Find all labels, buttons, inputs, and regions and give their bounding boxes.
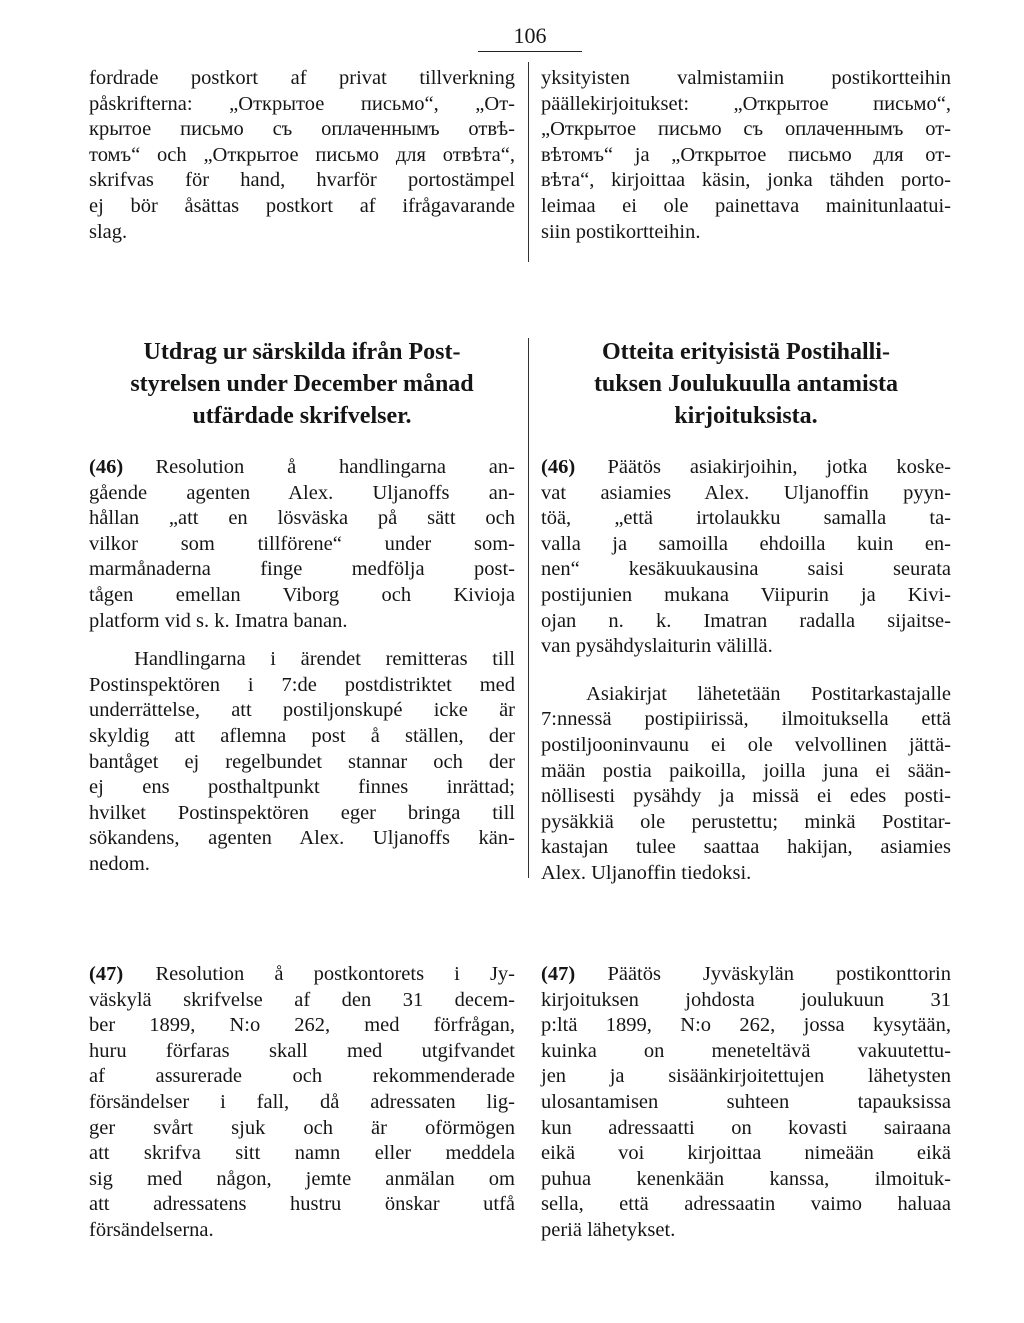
text-line: hållan „att en lösväska på sätt och [89, 507, 515, 530]
text-line: Handlingarna i ärendet remitteras till [134, 648, 515, 671]
text-line: sökandens, agenten Alex. Uljanoffs kän- [89, 827, 515, 850]
text-line: van pysähdyslaiturin välillä. [541, 635, 773, 658]
top-paragraph-swedish [89, 66, 515, 245]
text-line: ej bör åsättas postkort af ifrågavarande [89, 194, 515, 217]
text-line: huru förfaras skall med utgifvandet [89, 1039, 515, 1062]
text-line: kuinka on meneteltävä vakuutettu- [541, 1039, 951, 1062]
heading-line: kirjoituksista. [674, 403, 818, 429]
text-line: försändelserna. [89, 1218, 214, 1241]
text-line: försändelser i fall, då adressaten lig- [89, 1090, 515, 1113]
text-line: ej ens posthaltpunkt finnes inrättad; [89, 776, 515, 799]
column-divider [528, 338, 529, 878]
text-line: kun adressaatti on kovasti sairaana [541, 1116, 951, 1139]
text-line: nedom. [89, 852, 150, 875]
text-line: Päätös asiakirjoihin, jotka koske- [607, 456, 951, 478]
text-line: puhua kenenkään kanssa, ilmoituk- [541, 1167, 951, 1190]
section-heading-swedish [89, 336, 515, 432]
text-line: bantåget ej regelbundet stannar och der [89, 750, 515, 773]
column-divider [528, 62, 529, 262]
text-line: slag. [89, 220, 128, 243]
text-line: hvilket Postinspektören eger bringa till [89, 801, 515, 824]
text-line: mään postia paikoilla, joilla juna ei sään- [541, 759, 951, 782]
text-line: jen ja sisäänkirjoitettujen lähetysten [541, 1065, 951, 1088]
entry-46-swedish-para2 [89, 647, 515, 877]
text-line: af assurerade och rekommenderade [89, 1065, 515, 1088]
text-line: ojan n. k. Imatran radalla sijaitse- [541, 609, 951, 632]
text-line: tågen emellan Viborg och Kivioja [89, 583, 515, 606]
heading-line: Utdrag ur särskilda ifrån Post- [143, 339, 461, 365]
text-line: Resolution å postkontorets i Jy- [155, 963, 515, 985]
heading-line: tuksen Joulukuulla antamista [593, 371, 899, 397]
text-line: pysäkkiä ole perustettu; minkä Postitar- [541, 810, 951, 833]
text-line: päällekirjoitukset: „Открытое письмо“, [541, 92, 951, 115]
text-line: påskrifterna: „Открытое письмо“, „От- [89, 92, 515, 115]
entry-number: (46) [541, 456, 576, 478]
entry-46-finnish-para2 [541, 682, 951, 887]
entry-46-swedish [89, 455, 515, 878]
text-line: periä lähetykset. [541, 1218, 676, 1241]
entry-number: (47) [89, 963, 124, 985]
text-line: vilkor som tillförene“ under som- [89, 532, 515, 555]
heading-line: utfärdade skrifvelser. [192, 403, 412, 429]
text-line: siin postikortteihin. [541, 220, 701, 243]
text-line: leimaa ei ole painettava mainitunlaatui- [541, 194, 951, 217]
text-line: postiljooninvaunu ei ole velvollinen jättä- [541, 733, 951, 756]
text-line: nöllisesti pysähdy ja missä ei edes posti- [541, 785, 951, 808]
text-line: вѣтомъ“ ja „Открытое письмо для от- [541, 143, 951, 166]
text-line: крытое письмо съ оплаченнымъ отвѣ- [89, 118, 515, 141]
text-line: postijunien mukana Viipurin ja Kivi- [541, 583, 951, 606]
text-line: kirjoituksen johdosta joulukuun 31 [541, 988, 951, 1011]
text-line: vat asiamies Alex. Uljanoffin pyyn- [541, 481, 951, 504]
text-line: valla ja samoilla ehdoilla kuin en- [541, 532, 951, 555]
page-number: 106 [478, 24, 582, 52]
text-line: ulosantamisen suhteen tapauksissa [541, 1090, 951, 1113]
text-line: eikä voi kirjoittaa nimeään eikä [541, 1142, 951, 1165]
text-line: att skrifva sitt namn eller meddela [89, 1142, 515, 1165]
text-line: Päätös Jyväskylän postikonttorin [607, 963, 951, 985]
text-line: skrifvas för hand, hvarför portostämpel [89, 169, 515, 192]
section-heading-finnish [541, 336, 951, 432]
text-line: fordrade postkort af privat tillverkning [89, 67, 515, 89]
text-line: yksityisten valmistamiin postikortteihin [541, 67, 951, 89]
text-line: Alex. Uljanoffin tiedoksi. [541, 861, 752, 884]
heading-line: styrelsen under December månad [130, 371, 474, 397]
text-line: ger svårt sjuk och är oförmögen [89, 1116, 515, 1139]
text-line: 7:nnessä postipiirissä, ilmoituksella että [541, 708, 951, 731]
text-line: underrättelse, att postiljonskupé icke är [89, 699, 515, 722]
text-line: nen“ kesäkuukausina saisi seurata [541, 558, 951, 581]
top-paragraph-finnish [541, 66, 951, 245]
text-line: sella, että adressaatin vaimo haluaa [541, 1193, 951, 1216]
text-line: ber 1899, N:o 262, med förfrågan, [89, 1014, 515, 1037]
text-line: вѣта“, kirjoittaa käsin, jonka tähden porto- [541, 169, 951, 192]
text-line: sig med någon, jemte anmälan om [89, 1167, 515, 1190]
text-line: kastajan tulee saattaa hakijan, asiamies [541, 836, 951, 859]
text-line: gående agenten Alex. Uljanoffs an- [89, 481, 515, 504]
text-line: att adressatens hustru önskar utfå [89, 1193, 515, 1216]
entry-47-finnish [541, 962, 951, 1244]
entry-number: (47) [541, 963, 576, 985]
text-line: Postinspektören i 7:de postdistriktet med [89, 673, 515, 696]
entry-46-finnish [541, 455, 951, 887]
text-line: томъ“ och „Открытое письмо для отвѣта“, [89, 143, 515, 166]
text-line: Resolution å handlingarna an- [155, 456, 515, 478]
text-line: töä, „että irtolaukku samalla ta- [541, 507, 951, 530]
text-line: marmånaderna finge medfölja post- [89, 558, 515, 581]
entry-47-swedish [89, 962, 515, 1244]
text-line: platform vid s. k. Imatra banan. [89, 609, 348, 632]
text-line: p:ltä 1899, N:o 262, jossa kysytään, [541, 1014, 951, 1037]
text-line: „Открытое письмо съ оплаченнымъ от- [541, 118, 951, 141]
heading-line: Otteita erityisistä Postihalli- [602, 339, 890, 365]
text-line: Asiakirjat lähetetään Postitarkastajalle [586, 682, 951, 705]
entry-number: (46) [89, 456, 124, 478]
text-line: väskylä skrifvelse af den 31 decem- [89, 988, 515, 1011]
text-line: skyldig att aflemna post å ställen, der [89, 724, 515, 747]
